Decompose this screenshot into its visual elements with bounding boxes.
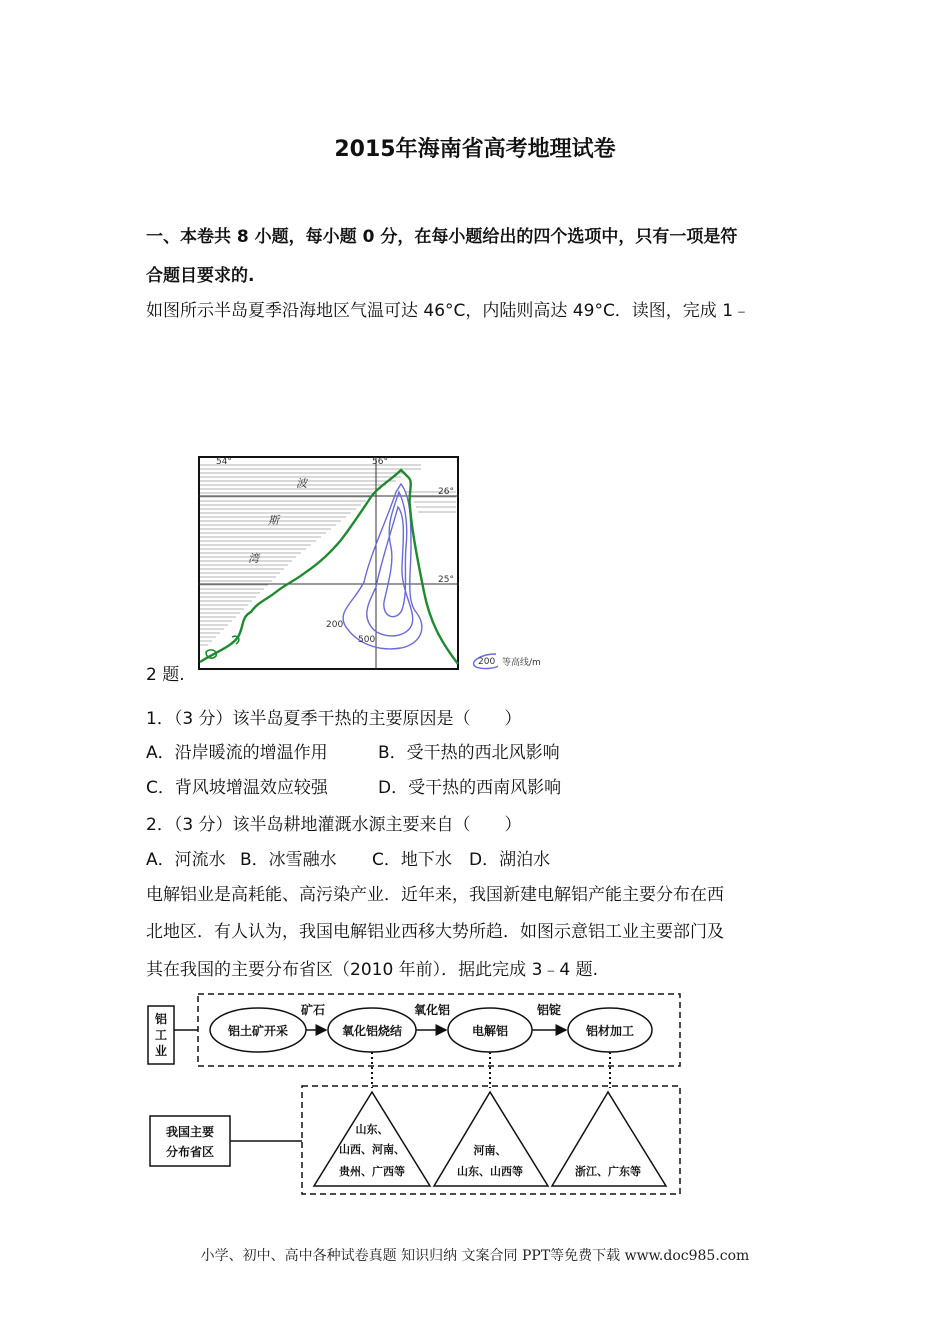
- aluminum-industry-diagram: [140, 988, 685, 1200]
- arrow-label-ore: 矿石: [300, 1003, 326, 1017]
- region-1-line2: 山西、河南、: [339, 1143, 405, 1156]
- sea-label-2: 斯: [268, 514, 279, 527]
- legend-value: 200: [478, 657, 496, 667]
- question-1-options-row2: [146, 773, 561, 798]
- industry-label-1: 铝: [154, 1012, 168, 1026]
- industry-label-3: 业: [154, 1044, 168, 1058]
- question-2-stem: 2．（3 分）该半岛耕地灌溉水源主要来自（ ）: [146, 815, 522, 835]
- section-heading-line2: 合题目要求的.: [146, 266, 255, 286]
- region-label-2: 分布省区: [165, 1145, 215, 1159]
- region-2-line2: 山东、山西等: [457, 1165, 523, 1178]
- sea-label-1: 波: [296, 477, 307, 490]
- region-1-line1: 山东、: [355, 1123, 389, 1136]
- stage-alumina-sintering: 氧化铝烧结: [341, 1024, 403, 1038]
- arrow-label-ingot: 铝锭: [536, 1003, 562, 1017]
- arrow-label-alumina: 氧化铝: [413, 1003, 451, 1017]
- lon-label-54: 54°: [216, 457, 232, 467]
- section-heading-line1: 一、本卷共 8 小题，每小题 0 分，在每小题给出的四个选项中，只有一项是符: [146, 227, 738, 247]
- intro-text-line1: 如图所示半岛夏季沿海地区气温可达 46°C，内陆则高达 49°C．读图，完成 1﹣: [146, 301, 751, 321]
- lat-label-26: 26°: [438, 487, 454, 497]
- contour-label-200: 200: [326, 620, 344, 630]
- legend-label: 等高线/m: [502, 658, 541, 668]
- industry-label-2: 工: [154, 1028, 168, 1042]
- lon-label-56: 56°: [372, 457, 388, 467]
- question-1-options-row1: [146, 738, 560, 763]
- region-label-1: 我国主要: [165, 1125, 215, 1139]
- lat-label-25: 25°: [438, 575, 454, 585]
- region-2-line1: 河南、: [473, 1144, 507, 1157]
- question-2-option-a: A．河流水: [146, 850, 226, 870]
- question-1-option-a: A．沿岸暖流的增温作用: [146, 743, 328, 763]
- question-1-option-b: B．受干热的西北风影响: [378, 743, 560, 763]
- stage-bauxite-mining: 铝土矿开采: [227, 1024, 289, 1038]
- peninsula-map: [196, 452, 566, 674]
- question-2-option-d: D．湖泊水: [469, 850, 551, 870]
- stage-aluminum-processing: 铝材加工: [585, 1024, 635, 1038]
- question-2-option-b: B．冰雪融水: [240, 850, 337, 870]
- sea-label-3: 湾: [248, 552, 259, 565]
- page-title: 2015年海南省高考地理试卷: [334, 137, 616, 162]
- page-footer: 小学、初中、高中各种试卷真题 知识归纳 文案合同 PPT等免费下载 www.doc985.com: [200, 1248, 750, 1264]
- intro2-line2: 北地区．有人认为，我国电解铝业西移大势所趋．如图示意铝工业主要部门及: [146, 922, 724, 942]
- region-3-line1: 浙江、广东等: [575, 1165, 641, 1178]
- contour-label-500: 500: [358, 635, 376, 645]
- intro2-line3: 其在我国的主要分布省区（2010 年前）．据此完成 3﹣4 题.: [146, 960, 599, 980]
- stage-electrolytic-aluminum: 电解铝: [471, 1024, 509, 1038]
- question-2-options: [146, 845, 550, 870]
- question-1-option-c: C．背风坡增温效应较强: [146, 778, 328, 798]
- question-2-option-c: C．地下水: [372, 850, 452, 870]
- question-1-option-d: D．受干热的西南风影响: [378, 778, 562, 798]
- intro-text-line2: 2 题.: [146, 665, 185, 685]
- question-1-stem: 1．（3 分）该半岛夏季干热的主要原因是（ ）: [146, 709, 522, 729]
- region-1-line3: 贵州、广西等: [339, 1165, 405, 1178]
- intro2-line1: 电解铝业是高耗能、高污染产业．近年来，我国新建电解铝产能主要分布在西: [146, 885, 724, 905]
